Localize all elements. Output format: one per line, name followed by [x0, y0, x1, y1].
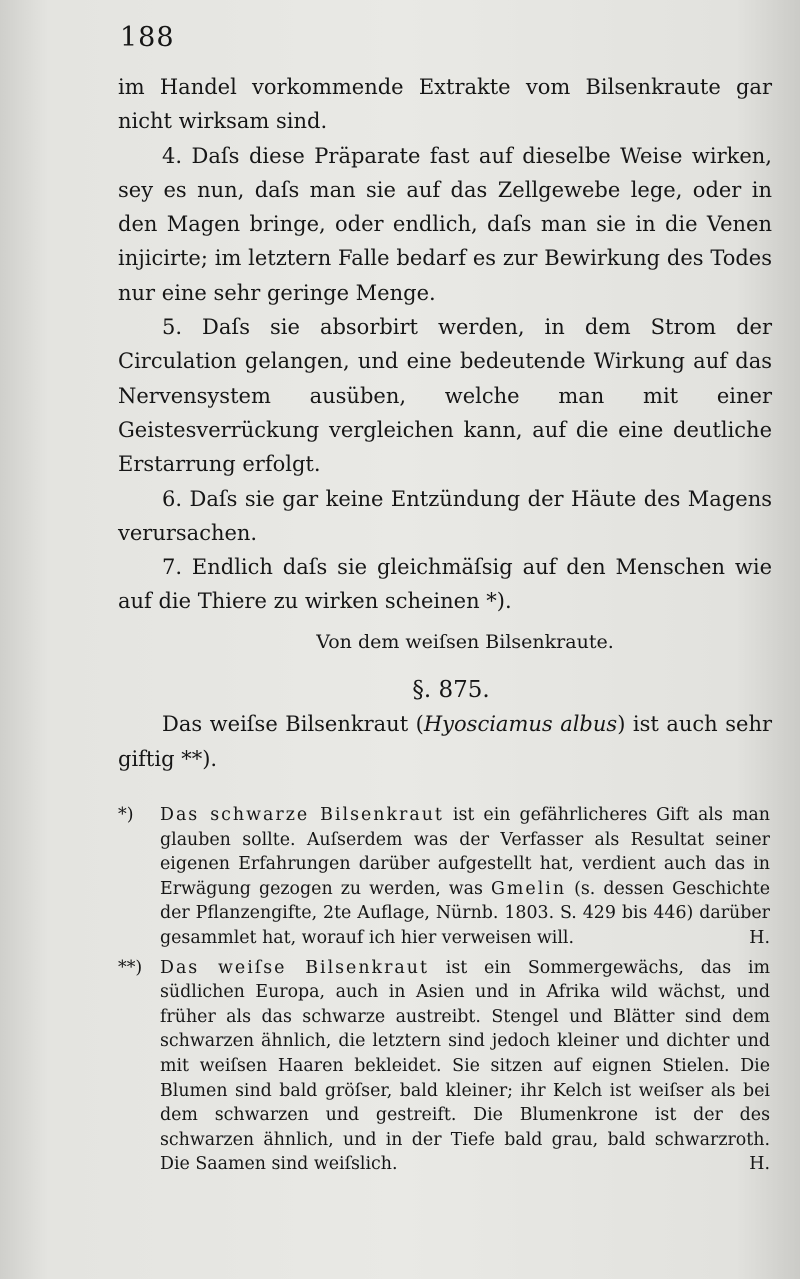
footnote-2-lead: Das weiſse Bilsenkraut: [160, 957, 429, 978]
footnotes: [118, 803, 770, 1182]
continuation-paragraph: im Handel vorkommende Extrakte vom Bilsenkraute gar nicht wirksam sind.: [118, 75, 772, 134]
footnote-1: [118, 803, 770, 951]
paragraph-4: 4. Daſs diese Präparate fast auf dieselbe Weise wirken, sey es nun, daſs man sie auf das Zellgewebe lege, oder in den Magen bringe, oder endlich, daſs man sie in die Venen injicirte; im letztern Falle bedarf es zur Bewirkung des Todes nur eine sehr geringe Menge.: [118, 143, 772, 305]
footnote-2-text: ist ein Sommergewächs, das im südlichen Europa, auch in Asien und in Afrika wild wächst, und früher als das schwarze austreibt. Stengel und Blätter sind dem schwarzen ähnlich, die letztern sind jedoch kleiner und dichter und mit weiſsen Haaren bekleidet. Sie sitzen auf eignen Stielen. Die Blumen sind bald gröſser, bald kleiner; ihr Kelch ist weiſser als bei dem schwarzen und gestreift. Die Blumenkrone ist der des schwarzen ähnlich, und in der Tiefe bald grau, bald schwarzroth. Die Saamen sind weiſslich.: [160, 957, 770, 1175]
latin-name: Hyosciamus albus: [423, 712, 618, 737]
paragraph-6: 6. Daſs sie gar keine Entzündung der Häute des Magens verursachen.: [118, 486, 772, 545]
footnote-2-marker: **): [118, 957, 143, 978]
footnote-2: [118, 956, 770, 1177]
paragraph-5: 5. Daſs sie absorbirt werden, in dem Strom der Circulation gelangen, und eine bedeutende Wirkung auf das Nervensystem ausüben, welche man mit einer Geistesverrückung vergleichen kann, auf die eine deutliche Erstarrung erfolgt.: [118, 315, 772, 477]
footnote-1-lead: Das schwarze Bilsenkraut: [160, 805, 444, 825]
paragraph-number: §. 875.: [412, 677, 490, 704]
footnote-1-text-1: ist ein gefährlicheres Gift als man glauben sollte. Auſserdem was der Verfasser als Resultat seiner eigenen Erfahrungen darüber aufgestellt hat, verdient auch das in Erwägung gezogen zu werden, was: [160, 805, 771, 899]
footnote-2-signature: H.: [749, 1154, 770, 1175]
paragraph-875: [118, 707, 772, 776]
paragraph-7: 7. Endlich daſs sie gleichmäſsig auf den Menschen wie auf die Thiere zu wirken scheinen *).: [118, 555, 772, 614]
paragraph-875-before: Das weiſse Bilsenkraut (: [162, 712, 424, 737]
footnote-1-author-name: Gmelin: [491, 878, 567, 899]
main-text: [118, 70, 772, 776]
paragraph-875-after: ) ist auch sehr giftig **).: [118, 712, 773, 771]
footnote-1-signature: H.: [749, 927, 770, 948]
footnote-1-marker: *): [118, 805, 134, 825]
page-number: 188: [120, 22, 175, 53]
section-heading: Von dem weiſsen Bilsenkraute.: [316, 630, 614, 653]
footnote-1-text-2: (s. dessen Geschichte der Pflanzengifte, 2te Auflage, Nürnb. 1803. S. 429 bis 446) darüber gesammlet hat, worauf ich hier verweisen will.: [160, 878, 771, 948]
